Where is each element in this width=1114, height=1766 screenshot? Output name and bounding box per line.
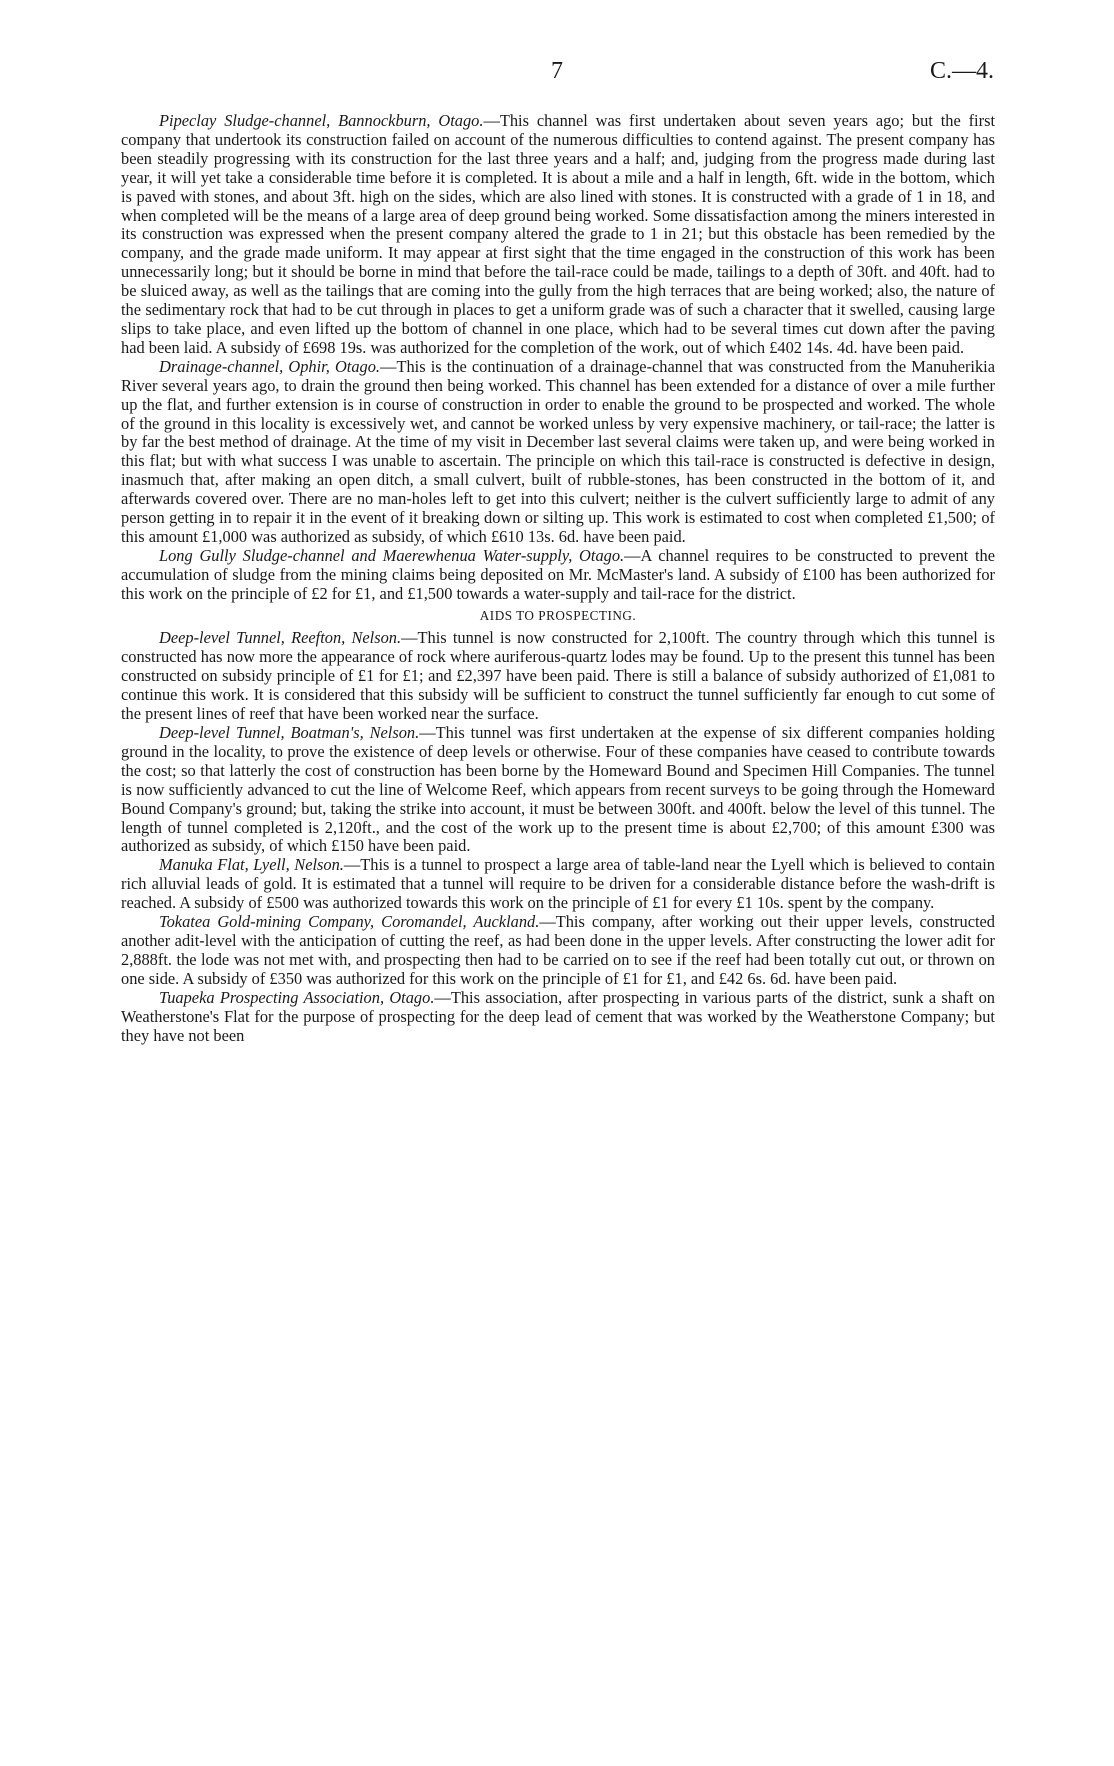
paragraph-deep-level-tunnel-reefton <box>121 629 995 724</box>
paragraph-text: —This tunnel is now constructed for 2,100ft. The country through which this tunnel is constructed has now more the appearance of rock where auriferous-quartz lodes may be found. Up to the present this tunnel has been constructed on subsidy principle of £1 for £1; and £2,397 have been paid. There is still a balance of subsidy authorized of £1,081 to continue this work. It is considered that this subsidy will be sufficient to construct the tunnel sufficiently far enough to cut some of the present lines of reef that have been worked near the surface. <box>121 628 995 724</box>
paragraph-title: Tuapeka Prospecting Association, Otago. <box>159 987 435 1007</box>
section-heading-aids-to-prospecting: AIDS TO PROSPECTING. <box>479 607 637 623</box>
paragraph-pipeclay-sludge-channel <box>121 112 995 358</box>
paragraph-text: —This association, after prospecting in various parts of the district, sunk a shaft on Weatherstone's Flat for the purpose of prospecting for the deep lead of cement that was worked by the Weatherstone Company; but they have not been <box>121 987 995 1045</box>
paragraph-text: —This channel was first undertaken about seven years ago; but the first company that undertook its construction failed on account of the numerous difficulties to contend against. The present company has been steadily progressing with its construction for the last three years and a half; and, judging from the progress made during last year, it will yet take a considerable time before it is completed. It is about a mile and a half in length, 6ft. wide in the bottom, which is paved with stones, and about 3ft. high on the sides, which are also lined with stones. It is constructed with a grade of 1 in 18, and when completed will be the means of a large area of deep ground being worked. Some dissatisfaction among the miners interested in its construction was expressed when the present company altered the grade to 1 in 21; but this obstacle has been remedied by the company, and the grade made uniform. It may appear at first sight that the time engaged in the construction of this work has been unnecessarily long; but it should be borne in mind that before the tail-race could be made, tailings to a depth of 30ft. and 40ft. had to be sluiced away, as well as the tailings that are coming into the gully from the high terraces that are being worked; also, the nature of the sedimentary rock that had to be cut through in places to get a uniform grade was of such a character that it swelled, causing large slips to take place, and even lifted up the bottom of channel in one place, which had to be several times cut down after the paving had been laid. A subsidy of £698 19s. was authorized for the completion of the work, out of which £402 14s. 4d. have been paid. <box>121 111 995 357</box>
paragraph-text: —This tunnel was first undertaken at the expense of six different companies holding ground in the locality, to prove the existence of deep levels or otherwise. Four of these companies have ceased to contribute towards the cost; so that latterly the cost of construction has been borne by the Homeward Bound and Specimen Hill Companies. The tunnel is now sufficiently advanced to cut the line of Welcome Reef, which appears from recent surveys to be going through the Homeward Bound Company's ground; but, taking the strike into account, it must be between 300ft. and 400ft. below the level of this tunnel. The length of tunnel completed is 2,120ft., and the cost of the work up to the present time is about £2,700; of this amount £300 was authorized as subsidy, of which £150 have been paid. <box>121 723 995 856</box>
paragraph-text: —A channel requires to be constructed to prevent the accumulation of sludge from the mining claims being deposited on Mr. McMaster's land. A subsidy of £100 has been authorized for this work on the principle of £2 for £1, and £1,500 towards a water-supply and tail-race for the district. <box>121 545 995 603</box>
paragraph-title: Long Gully Sludge-channel and Maerewhenua Water-supply, Otago. <box>159 545 625 565</box>
paragraph-tuapeka-prospecting <box>121 989 995 1046</box>
paragraph-title: Tokatea Gold-mining Company, Coromandel, Auckland. <box>159 912 540 932</box>
paragraph-drainage-channel-ophir <box>121 358 995 547</box>
paragraph-title: Deep-level Tunnel, Reefton, Nelson. <box>159 628 402 648</box>
document-reference: C.—4. <box>929 58 994 84</box>
paragraph-title: Manuka Flat, Lyell, Nelson. <box>159 855 344 875</box>
paragraph-manuka-flat-lyell <box>121 856 995 913</box>
paragraph-tokatea-gold-mining <box>121 913 995 989</box>
paragraph-title: Pipeclay Sludge-channel, Bannockburn, Otago. <box>159 111 484 130</box>
paragraph-text: —This company, after working out their upper levels, constructed another adit-level with the anticipation of cutting the reef, as had been done in the upper levels. After constructing the lower adit for 2,888ft. the lode was not met with, and prospecting then had to be carried on to see if the reef had been totally cut out, or thrown on one side. A subsidy of £350 was authorized for this work on the principle of £1 for £1, and £42 6s. 6d. have been paid. <box>121 912 995 988</box>
document-body <box>121 112 995 1045</box>
paragraph-text: —This is the continuation of a drainage-channel that was constructed from the Manuherikia River several years ago, to drain the ground then being worked. This channel has been extended for a distance of over a mile further up the flat, and further extension is in course of construction in order to enable the ground to be prospected and worked. The whole of the ground in this locality is excessively wet, and cannot be worked unless by very expensive machinery, or tail-race; the latter is by far the best method of drainage. At the time of my visit in December last several claims were taken up, and were being worked in this flat; but with what success I was unable to ascertain. The principle on which this tail-race is constructed is defective in design, inasmuch that, after making an open ditch, a small culvert, built of rubble-stones, has been constructed in the bottom of it, and afterwards covered over. There are no man-holes left to get into this culvert; neither is the culvert sufficiently large to admit of any person getting in to repair it in the event of it breaking down or silting up. This work is estimated to cost when completed £1,500; of this amount £1,000 was authorized as subsidy, of which £610 13s. 6d. have been paid. <box>121 356 996 546</box>
paragraph-title: Deep-level Tunnel, Boatman's, Nelson. <box>159 723 420 742</box>
paragraph-text: —This is a tunnel to prospect a large area of table-land near the Lyell which is believed to contain rich alluvial leads of gold. It is estimated that a tunnel will require to be driven for a considerable distance before the wash-drift is reached. A subsidy of £500 was authorized towards this work on the principle of £1 for every £1 10s. spent by the company. <box>121 855 995 913</box>
paragraph-long-gully-sludge-channel <box>121 547 995 604</box>
paragraph-title: Drainage-channel, Ophir, Otago. <box>159 356 381 376</box>
page-header <box>120 58 994 88</box>
page-number: 7 <box>551 58 563 84</box>
paragraph-deep-level-tunnel-boatmans <box>121 724 995 856</box>
